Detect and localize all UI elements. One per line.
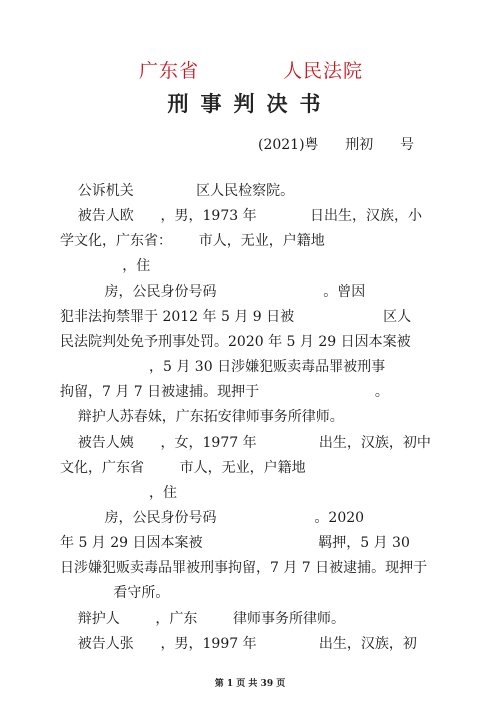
body-line: 房，公民身份号码 。曾因 <box>60 284 366 300</box>
body-line: 公诉机关 区人民检察院。 <box>60 183 295 199</box>
body-line: 民法院判处免予刑事处罚。2020 年 5 月 29 日因本案被 <box>60 334 411 350</box>
body-line: 辩护人苏春妹，广东拓安律师事务所律师。 <box>60 409 344 425</box>
body-line: ，住 <box>60 485 178 501</box>
body-line: 看守所。 <box>60 585 170 601</box>
body-line: 拘留，7 月 7 日被逮捕。现押于 。 <box>60 384 389 400</box>
body-line: 犯非法拘禁罪于 2012 年 5 月 9 日被 区人 <box>60 309 412 325</box>
body-line: 被告人张 ，男，1997 年 出生，汉族，初 <box>60 636 417 652</box>
body-line: ，5 月 30 日涉嫌犯贩卖毒品罪被刑事 <box>60 359 386 375</box>
document-title: 刑事判决书 <box>167 91 333 116</box>
body-line: 学文化，广东省： 市人，无业，户籍地 <box>60 233 325 249</box>
body-line: 辩护人 ，广东 律师事务所律师。 <box>60 611 346 627</box>
body-line: 年 5 月 29 日因本案被 羁押，5 月 30 <box>60 535 410 551</box>
court-name-right: 人民法院 <box>283 60 364 82</box>
court-name-left: 广东省 <box>139 60 200 82</box>
body-line: 日涉嫌犯贩卖毒品罪被刑事拘留，7 月 7 日被逮捕。现押于 <box>60 560 428 576</box>
body-line: 房，公民身份号码 。2020 <box>60 510 365 526</box>
body-line: 被告人姨 ，女，1977 年 出生，汉族，初中 <box>60 435 431 451</box>
case-number: (2021)粤 刑初 号 <box>258 137 414 153</box>
body-line: ，住 <box>60 258 151 274</box>
body-line: 被告人欧 ，男，1973 年 日出生，汉族，小 <box>60 208 422 224</box>
page-indicator: 第 1 页 共 39 页 <box>214 679 286 689</box>
body-line: 文化，广东省 市人，无业，户籍地 <box>60 460 306 476</box>
